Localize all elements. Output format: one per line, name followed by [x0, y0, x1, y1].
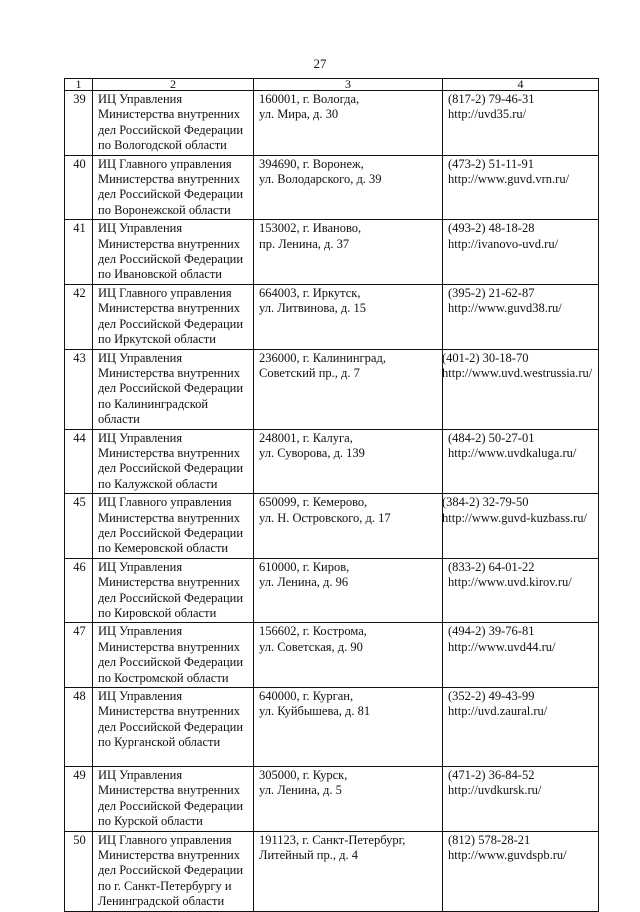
address-cell — [254, 284, 443, 349]
organization-line: ИЦ Управления — [98, 689, 183, 704]
website-link[interactable]: http://www.uvd.kirov.ru/ — [448, 575, 572, 590]
contacts-cell — [443, 623, 599, 688]
address-line: ул. Н. Островского, д. 17 — [259, 510, 391, 525]
address-cell — [254, 831, 443, 911]
address-line: ул. Суворова, д. 139 — [259, 445, 365, 460]
organization-cell — [93, 767, 254, 832]
table-row — [65, 767, 599, 832]
organization-line: дел Российской Федерации — [98, 863, 244, 878]
phone-number: (473-2) 51-11-91 — [448, 156, 534, 171]
table-row — [65, 155, 599, 220]
address-cell — [254, 558, 443, 623]
organization-cell — [93, 558, 254, 623]
contacts-cell — [443, 688, 599, 767]
organization-line: области — [98, 412, 140, 427]
organization-line: ИЦ Управления — [98, 559, 183, 574]
table-row — [65, 494, 599, 559]
phone-number: (401-2) 30-18-70 — [442, 350, 529, 365]
address-line: 305000, г. Курск, — [259, 768, 348, 783]
table-row — [65, 623, 599, 688]
organization-line: Министерства внутренних — [98, 510, 240, 525]
website-link[interactable]: http://uvd.zaural.ru/ — [448, 704, 548, 719]
column-header-number: 1 — [65, 79, 93, 91]
organization-line: по г. Санкт-Петербургу и — [98, 878, 232, 893]
table-row — [65, 220, 599, 285]
contacts-cell — [443, 91, 599, 156]
address-line: 610000, г. Киров, — [259, 559, 350, 574]
row-number: 48 — [65, 688, 93, 767]
contacts-cell — [443, 220, 599, 285]
address-line: 394690, г. Воронеж, — [259, 156, 364, 171]
address-line: 191123, г. Санкт-Петербург, — [259, 832, 406, 847]
address-line: ул. Ленина, д. 5 — [259, 783, 342, 798]
address-cell — [254, 494, 443, 559]
website-link[interactable]: http://ivanovo-uvd.ru/ — [448, 236, 559, 251]
row-number: 42 — [65, 284, 93, 349]
row-number: 44 — [65, 429, 93, 494]
organization-line: Министерства внутренних — [98, 107, 240, 122]
organization-line: ИЦ Управления — [98, 92, 183, 106]
table-row — [65, 284, 599, 349]
organization-line: по Воронежской области — [98, 202, 231, 217]
phone-number: (817-2) 79-46-31 — [448, 92, 535, 106]
address-cell — [254, 429, 443, 494]
organization-line: ИЦ Управления — [98, 221, 183, 236]
address-line: ул. Мира, д. 30 — [259, 107, 339, 122]
address-line: ул. Литвинова, д. 15 — [259, 301, 366, 316]
organization-cell — [93, 831, 254, 911]
contacts-cell — [443, 767, 599, 832]
address-line: ул. Советская, д. 90 — [259, 639, 363, 654]
table-row — [65, 349, 599, 429]
organization-line: дел Российской Федерации — [98, 719, 244, 734]
table-row — [65, 91, 599, 156]
address-cell — [254, 349, 443, 429]
organization-line: дел Российской Федерации — [98, 525, 244, 540]
row-number: 46 — [65, 558, 93, 623]
organization-cell — [93, 284, 254, 349]
organization-line: дел Российской Федерации — [98, 316, 244, 331]
row-number: 43 — [65, 349, 93, 429]
organization-line: ИЦ Главного управления — [98, 832, 232, 847]
phone-number: (395-2) 21-62-87 — [448, 285, 535, 300]
website-link[interactable]: http://www.guvd38.ru/ — [448, 301, 562, 316]
organization-line: по Кемеровской области — [98, 541, 229, 556]
table-row — [65, 429, 599, 494]
address-cell — [254, 91, 443, 156]
address-line: 640000, г. Курган, — [259, 689, 354, 704]
address-line: 156602, г. Кострома, — [259, 624, 367, 639]
organization-line: Министерства внутренних — [98, 783, 240, 798]
row-number: 40 — [65, 155, 93, 220]
organization-line: по Иркутской области — [98, 332, 216, 347]
organization-line: по Курганской области — [98, 735, 221, 750]
address-line: Советский пр., д. 7 — [259, 365, 360, 380]
organization-line: Ленинградской области — [98, 894, 225, 909]
phone-number: (471-2) 36-84-52 — [448, 768, 535, 783]
website-link[interactable]: http://www.guvdspb.ru/ — [448, 848, 567, 863]
row-number: 47 — [65, 623, 93, 688]
page-number: 27 — [313, 56, 327, 71]
organization-line: дел Российской Федерации — [98, 590, 244, 605]
organization-line: Министерства внутренних — [98, 172, 240, 187]
row-number: 39 — [65, 91, 93, 156]
address-line: 160001, г. Вологда, — [259, 92, 360, 106]
table-header-row — [65, 79, 599, 91]
organization-cell — [93, 91, 254, 156]
organization-line: по Калининградской — [98, 396, 209, 411]
organization-line: ИЦ Главного управления — [98, 495, 232, 510]
contacts-cell — [443, 349, 599, 429]
contacts-cell — [443, 155, 599, 220]
address-line: ул. Куйбышева, д. 81 — [259, 704, 371, 719]
table-body — [65, 91, 599, 912]
organization-line: ИЦ Управления — [98, 350, 183, 365]
organization-cell — [93, 494, 254, 559]
address-cell — [254, 767, 443, 832]
column-header-address: 3 — [254, 79, 443, 91]
organization-line: ИЦ Управления — [98, 768, 183, 783]
phone-number: (812) 578-28-21 — [448, 832, 531, 847]
organization-cell — [93, 688, 254, 767]
organization-line: Министерства внутренних — [98, 365, 240, 380]
address-line: пр. Ленина, д. 37 — [259, 236, 350, 251]
website-link[interactable]: http://www.uvd.westrussia.ru/ — [442, 365, 593, 380]
phone-number: (384-2) 32-79-50 — [442, 495, 529, 510]
organization-line: ИЦ Управления — [98, 430, 183, 445]
contacts-cell — [443, 558, 599, 623]
contacts-cell — [443, 429, 599, 494]
website-link[interactable]: http://uvd35.ru/ — [448, 107, 527, 122]
address-line: 153002, г. Иваново, — [259, 221, 362, 236]
organization-line: ИЦ Управления — [98, 624, 183, 639]
address-line: ул. Володарского, д. 39 — [259, 172, 382, 187]
address-cell — [254, 155, 443, 220]
row-number: 49 — [65, 767, 93, 832]
address-line: Литейный пр., д. 4 — [259, 848, 358, 863]
organization-line: дел Российской Федерации — [98, 187, 244, 202]
organization-line: дел Российской Федерации — [98, 461, 244, 476]
phone-number: (352-2) 49-43-99 — [448, 689, 535, 704]
organization-cell — [93, 220, 254, 285]
organization-line: Министерства внутренних — [98, 575, 240, 590]
organization-line: дел Российской Федерации — [98, 381, 244, 396]
address-cell — [254, 220, 443, 285]
organization-cell — [93, 429, 254, 494]
organization-line: дел Российской Федерации — [98, 655, 244, 670]
organization-line: Министерства внутренних — [98, 301, 240, 316]
row-number: 50 — [65, 831, 93, 911]
registry-table — [64, 78, 599, 912]
organization-line: ИЦ Главного управления — [98, 156, 232, 171]
organization-line: дел Российской Федерации — [98, 798, 244, 813]
website-link[interactable]: http://uvdkursk.ru/ — [448, 783, 542, 798]
contacts-cell — [443, 831, 599, 911]
organization-line: Министерства внутренних — [98, 236, 240, 251]
organization-line: дел Российской Федерации — [98, 252, 244, 267]
contacts-cell — [443, 494, 599, 559]
organization-line: Министерства внутренних — [98, 704, 240, 719]
phone-number: (494-2) 39-76-81 — [448, 624, 535, 639]
website-link[interactable]: http://www.guvd-kuzbass.ru/ — [442, 510, 588, 525]
organization-line: по Курской области — [98, 814, 203, 829]
table-row — [65, 831, 599, 911]
organization-line: по Ивановской области — [98, 267, 222, 282]
address-line: 236000, г. Калининград, — [259, 350, 386, 365]
organization-line: Министерства внутренних — [98, 848, 240, 863]
table-row — [65, 688, 599, 767]
organization-line: по Костромской области — [98, 670, 229, 685]
organization-line: ИЦ Главного управления — [98, 285, 232, 300]
organization-line: по Вологодской области — [98, 138, 227, 153]
organization-line: Министерства внутренних — [98, 445, 240, 460]
column-header-organization: 2 — [93, 79, 254, 91]
address-cell — [254, 688, 443, 767]
address-line: 248001, г. Калуга, — [259, 430, 353, 445]
organization-line: Министерства внутренних — [98, 639, 240, 654]
contacts-cell — [443, 284, 599, 349]
organization-line: по Кировской области — [98, 606, 217, 620]
organization-cell — [93, 349, 254, 429]
row-number: 41 — [65, 220, 93, 285]
website-link[interactable]: http://www.uvdkaluga.ru/ — [448, 445, 577, 460]
website-link[interactable]: http://www.guvd.vrn.ru/ — [448, 172, 570, 187]
website-link[interactable]: http://www.uvd44.ru/ — [448, 639, 556, 654]
phone-number: (484-2) 50-27-01 — [448, 430, 535, 445]
column-header-contacts: 4 — [443, 79, 599, 91]
organization-cell — [93, 623, 254, 688]
organization-line: по Калужской области — [98, 476, 218, 491]
address-cell — [254, 623, 443, 688]
row-number: 45 — [65, 494, 93, 559]
organization-line: дел Российской Федерации — [98, 122, 244, 137]
table-row — [65, 558, 599, 623]
phone-number: (833-2) 64-01-22 — [448, 559, 535, 574]
address-line: 650099, г. Кемерово, — [259, 495, 368, 510]
address-line: ул. Ленина, д. 96 — [259, 575, 349, 590]
address-line: 664003, г. Иркутск, — [259, 285, 361, 300]
phone-number: (493-2) 48-18-28 — [448, 221, 535, 236]
organization-cell — [93, 155, 254, 220]
